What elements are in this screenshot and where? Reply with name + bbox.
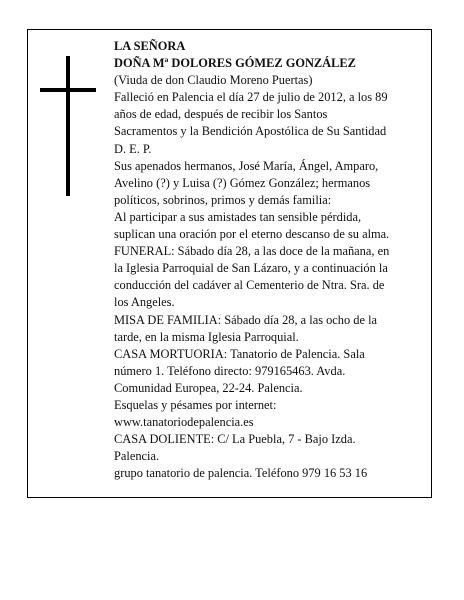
deceased-title: LA SEÑORA (114, 39, 186, 53)
death-notice-line: Falleció en Palencia el día 27 de julio de 2012, a los 89 (114, 90, 388, 105)
family-line: Avelino (?) y Luisa (?) Gómez González; hermanos (114, 175, 371, 190)
website-link[interactable]: www.tanatoriodepalencia.es (114, 415, 254, 430)
internet-line: Esquelas y pésames por internet: (114, 397, 277, 412)
death-notice-line: Sacramentos y la Bendición Apostólica de Su Santidad (114, 124, 387, 139)
widow-note: (Viuda de don Claudio Moreno Puertas) (114, 73, 313, 88)
request-line: Al participar a sus amistades tan sensible pérdida, (114, 209, 362, 224)
family-mass-line: tarde, en la misma Iglesia Parroquial. (114, 329, 299, 344)
deceased-name: DOÑA Mª DOLORES GÓMEZ GONZÁLEZ (114, 56, 356, 71)
funeral-home-line: CASA MORTUORIA: Tanatorio de Palencia. Sala (114, 346, 365, 361)
funeral-line: los Angeles. (114, 295, 175, 310)
rip-line: D. E. P. (114, 141, 152, 156)
family-home-line: Palencia. (114, 449, 160, 464)
cross-icon-bar (40, 88, 96, 92)
funeral-line: FUNERAL: Sábado día 28, a las doce de la mañana, en (114, 244, 390, 259)
funeral-line: conducción del cadáver al Cementerio de Ntra. Sra. de (114, 278, 385, 293)
family-home-line: CASA DOLIENTE: C/ La Puebla, 7 - Bajo Izda. (114, 432, 356, 447)
family-mass-line: MISA DE FAMILIA: Sábado día 28, a las ocho de la (114, 312, 378, 327)
cross-icon (66, 56, 70, 196)
funeral-line: la Iglesia Parroquial de San Lázaro, y a continuación la (114, 261, 388, 276)
family-line: políticos, sobrinos, primos y demás familia: (114, 192, 332, 207)
death-notice-line: años de edad, después de recibir los Santos (114, 107, 328, 122)
funeral-home-line: Comunidad Europea, 22-24. Palencia. (114, 380, 303, 395)
funeral-home-line: número 1. Teléfono directo: 979165463. Avda. (114, 363, 346, 378)
family-line: Sus apenados hermanos, José María, Ángel, Amparo, (114, 158, 379, 173)
obituary-text (114, 38, 419, 482)
request-line: suplican una oración por el eterno descanso de su alma. (114, 227, 390, 242)
footer-contact-line: grupo tanatorio de palencia. Teléfono 979 16 53 16 (114, 466, 368, 481)
